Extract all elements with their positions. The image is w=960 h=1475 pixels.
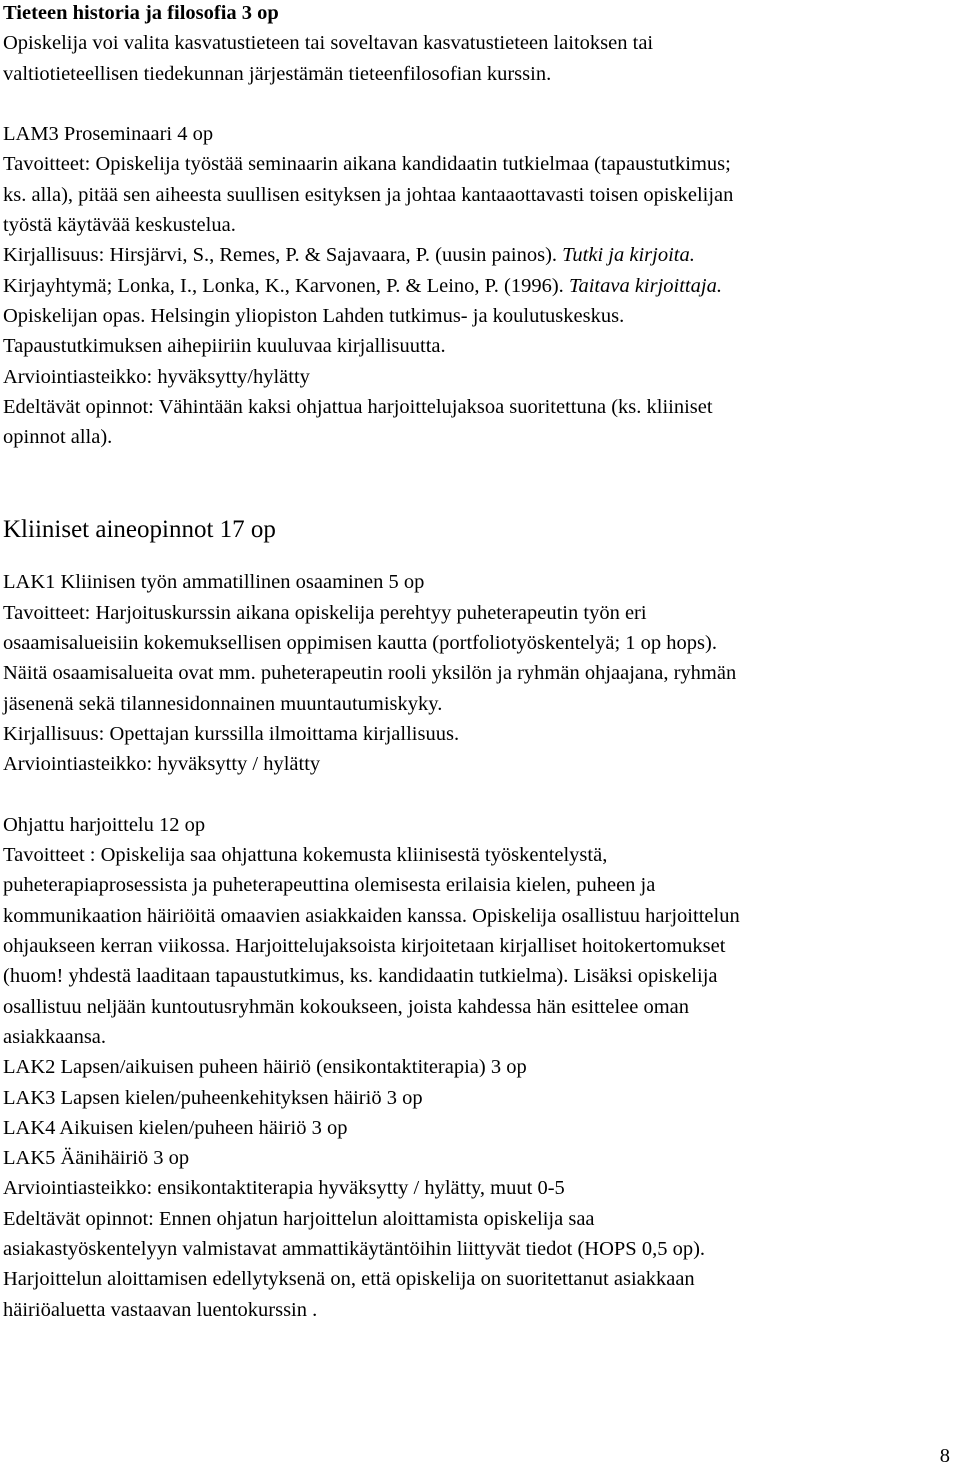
lak1-goals-label: Tavoitteet:	[3, 601, 91, 624]
practice-title: Ohjattu harjoittelu 12 op	[3, 813, 206, 836]
lak1-goals-line-4: jäsenenä sekä tilannesidonnainen muuntautumiskyky.	[3, 692, 443, 715]
practice-course-lak3: LAK3 Lapsen kielen/puheenkehityksen häiriö 3 op	[3, 1086, 423, 1109]
practice-goals-line-4: ohjaukseen kerran viikossa. Harjoittelujaksoista kirjoitetaan kirjalliset hoitokertomukset	[3, 935, 726, 958]
lam3-goals-line-2: ks. alla), pitää sen aiheesta suullisen esityksen ja johtaa kantaaottavasti toisen opiskelijan	[3, 183, 734, 206]
lam3-prereq-line-1	[3, 392, 955, 422]
lam3-prereq-line-2: opinnot alla).	[3, 426, 113, 449]
lak1-literature-label: Kirjallisuus:	[3, 722, 105, 745]
practice-prereq-line-4: häiriöaluetta vastaavan luentokurssin .	[3, 1298, 318, 1321]
practice-prereq-line-1	[3, 1204, 955, 1234]
practice-goals-line-3: kommunikaation häiriöitä omaavien asiakkaiden kanssa. Opiskelija osallistuu harjoittelun	[3, 904, 740, 927]
lak1-grading	[3, 749, 955, 779]
lam3-literature-text: Hirsjärvi, S., Remes, P. & Sajavaara, P. (uusin painos).	[104, 244, 563, 267]
practice-grading-label: Arviointiasteikko:	[3, 1177, 153, 1200]
practice-prereq-text: Ennen ohjatun harjoittelun aloittamista opiskelija saa	[153, 1207, 595, 1230]
lak1-grading-label: Arviointiasteikko:	[3, 753, 153, 776]
document-page	[3, 0, 955, 1325]
section-lak1	[3, 567, 955, 779]
section-practice	[3, 810, 955, 1325]
lam3-goals-line-3: työstä käytävää keskustelua.	[3, 214, 236, 237]
lam3-title: LAM3 Proseminaari 4 op	[3, 123, 214, 146]
history-line-1: Opiskelija voi valita kasvatustieteen tai soveltavan kasvatustieteen laitoksen tai	[3, 32, 654, 55]
practice-course-lak2: LAK2 Lapsen/aikuisen puheen häiriö (ensikontaktiterapia) 3 op	[3, 1056, 527, 1079]
lam3-grading-value: hyväksytty/hylätty	[152, 365, 310, 388]
lak1-literature	[3, 719, 955, 749]
history-title: Tieteen historia ja filosofia 3 op	[3, 2, 279, 24]
history-line-2: valtiotieteellisen tiedekunnan järjestämän tieteenfilosofian kurssin.	[3, 62, 552, 85]
lam3-literature-line-2	[3, 271, 955, 301]
spacer	[3, 780, 955, 810]
lak1-title: LAK1 Kliinisen työn ammatillinen osaaminen 5 op	[3, 571, 425, 594]
lak1-goals-line-2: osaamisalueisiin kokemuksellisen oppimisen kautta (portfoliotyöskentelyä; 1 op hops).	[3, 632, 717, 655]
practice-course-lak4: LAK4 Aikuisen kielen/puheen häiriö 3 op	[3, 1116, 348, 1139]
lam3-grading-label: Arviointiasteikko:	[3, 365, 153, 388]
lam3-grading	[3, 362, 955, 392]
section-lam3	[3, 119, 955, 452]
section-history	[3, 0, 955, 89]
practice-goals-line-2: puheterapiaprosessista ja puheterapeuttina olemisesta erilaisia kielen, puheen ja	[3, 874, 656, 897]
practice-goals-text: Opiskelija saa ohjattuna kokemusta kliinisestä työskentelystä,	[95, 844, 608, 867]
practice-goals-line-1	[3, 840, 955, 870]
practice-goals-line-7: asiakkaansa.	[3, 1025, 107, 1048]
lak1-grading-value: hyväksytty / hylätty	[152, 753, 321, 776]
lak1-goals-text: Harjoituskurssin aikana opiskelija perehtyy puheterapeutin työn eri	[90, 601, 647, 624]
lam3-literature-line-4: Tapaustutkimuksen aihepiiriin kuuluvaa kirjallisuutta.	[3, 335, 446, 358]
lam3-literature-label: Kirjallisuus:	[3, 244, 105, 267]
lam3-goals-line-1	[3, 149, 955, 179]
practice-course-lak5: LAK5 Äänihäiriö 3 op	[3, 1147, 190, 1170]
lam3-prereq-text: Vähintään kaksi ohjattua harjoittelujaksoa suoritettuna (ks. kliiniset	[153, 395, 713, 418]
spacer	[3, 452, 955, 513]
practice-grading	[3, 1173, 955, 1203]
lak1-goals-line-1	[3, 598, 955, 628]
lam3-literature-line-1	[3, 240, 955, 270]
lam3-goals-label: Tavoitteet:	[3, 153, 91, 176]
practice-goals-line-5: (huom! yhdestä laaditaan tapaustutkimus, ks. kandidaatin tutkielma). Lisäksi opiskelija	[3, 965, 718, 988]
practice-goals-label: Tavoitteet :	[3, 844, 96, 867]
lam3-literature-text-2: Kirjayhtymä; Lonka, I., Lonka, K., Karvonen, P. & Leino, P. (1996).	[3, 274, 569, 297]
practice-prereq-line-3: Harjoittelun aloittamisen edellytyksenä on, että opiskelija on suoritettanut asiakkaan	[3, 1268, 695, 1291]
spacer	[3, 89, 955, 119]
practice-prereq-label: Edeltävät opinnot:	[3, 1207, 154, 1230]
lak1-goals-line-3: Näitä osaamisalueita ovat mm. puheterapeutin rooli yksilön ja ryhmän ohjaajana, ryhmän	[3, 662, 737, 685]
lam3-literature-book-title-1: Tutki ja kirjoita.	[562, 244, 695, 267]
lam3-literature-book-title-2: Taitava kirjoittaja.	[568, 274, 722, 297]
lak1-literature-value: Opettajan kurssilla ilmoittama kirjallisuus.	[104, 722, 460, 745]
lam3-goals-text: Opiskelija työstää seminaarin aikana kandidaatin tutkielmaa (tapaustutkimus;	[90, 153, 731, 176]
lam3-literature-line-3: Opiskelijan opas. Helsingin yliopiston Lahden tutkimus- ja koulutuskeskus.	[3, 304, 625, 327]
practice-prereq-line-2: asiakastyöskentelyyn valmistavat ammattikäytäntöihin liittyvät tiedot (HOPS 0,5 op).	[3, 1237, 706, 1260]
lam3-prereq-label: Edeltävät opinnot:	[3, 395, 154, 418]
page-number: 8	[939, 1445, 950, 1467]
clinical-heading: Kliiniset aineopinnot 17 op	[3, 516, 276, 544]
practice-goals-line-6: osallistuu neljään kuntoutusryhmän kokoukseen, joista kahdessa hän esittelee oman	[3, 995, 690, 1018]
practice-grading-value: ensikontaktiterapia hyväksytty / hylätty, muut 0-5	[152, 1177, 565, 1200]
